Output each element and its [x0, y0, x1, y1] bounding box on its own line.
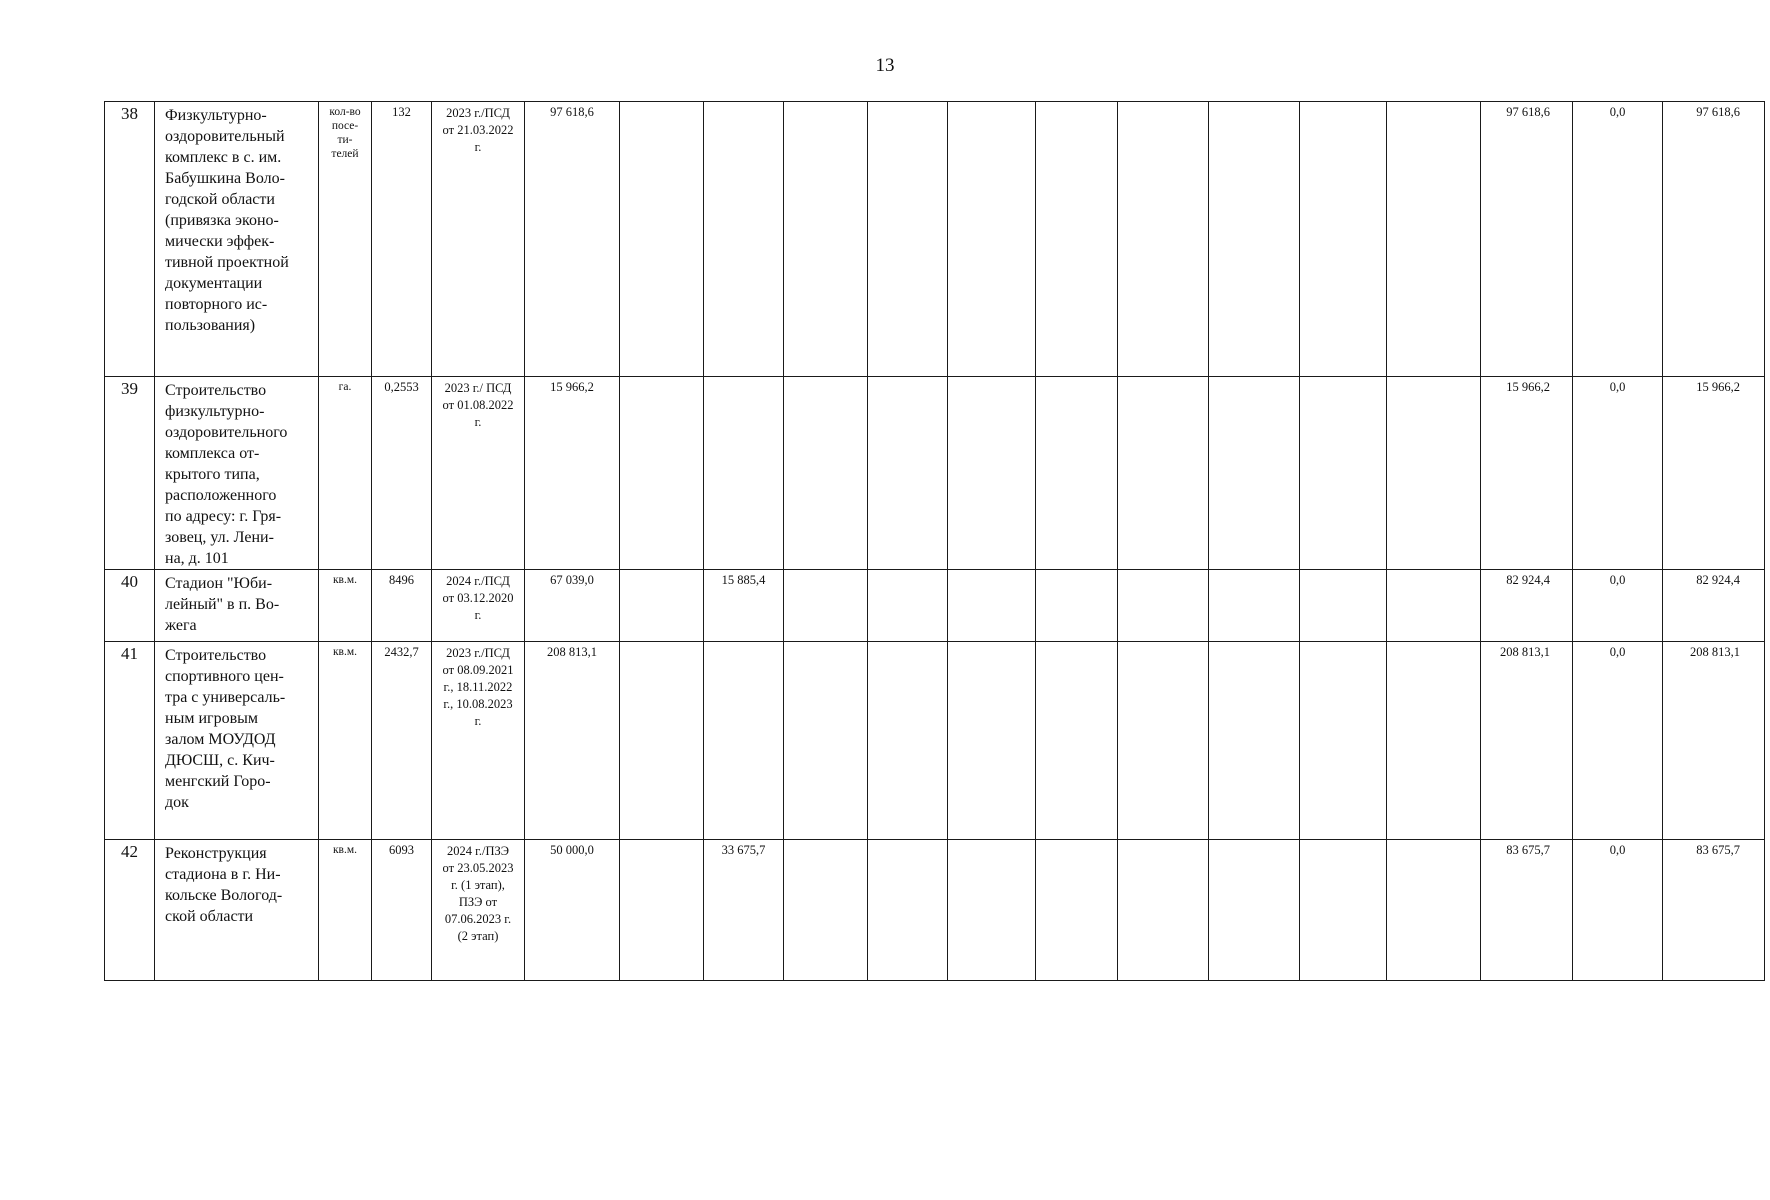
empty-cell	[620, 102, 704, 377]
object-name: Реконструкция стадиона в г. Ни- кольске Вологод- ской области	[155, 840, 319, 981]
table-row	[105, 377, 1765, 570]
final-value: 83 675,7	[1663, 840, 1765, 981]
empty-cell	[1209, 377, 1300, 570]
empty-cell	[1118, 642, 1209, 840]
funding-value-1: 97 618,6	[525, 102, 620, 377]
design-documentation: 2024 г./ПСД от 03.12.2020 г.	[432, 570, 525, 642]
row-number: 42	[105, 840, 155, 981]
page-number: 13	[875, 55, 895, 76]
object-name: Строительство спортивного цен- тра с универсаль- ным игровым залом МОУДОД ДЮСШ, с. Кич- менгский Горо- док	[155, 642, 319, 840]
table-row	[105, 840, 1765, 981]
investment-objects-table	[104, 101, 1765, 981]
empty-cell	[1118, 840, 1209, 981]
empty-cell	[1300, 570, 1387, 642]
table-row	[105, 102, 1765, 377]
capacity-value: 2432,7	[372, 642, 432, 840]
empty-cell	[1209, 102, 1300, 377]
zero-value: 0,0	[1573, 570, 1663, 642]
funding-value-1: 67 039,0	[525, 570, 620, 642]
empty-cell	[784, 102, 868, 377]
final-value: 15 966,2	[1663, 377, 1765, 570]
funding-value-3: 33 675,7	[704, 840, 784, 981]
empty-cell	[948, 840, 1036, 981]
funding-value-3	[704, 642, 784, 840]
empty-cell	[1036, 377, 1118, 570]
empty-cell	[868, 102, 948, 377]
empty-cell	[1300, 377, 1387, 570]
design-documentation: 2023 г./ ПСД от 01.08.2022 г.	[432, 377, 525, 570]
unit-of-measure: кол-во посе- ти- телей	[319, 102, 372, 377]
unit-of-measure: кв.м.	[319, 840, 372, 981]
final-value: 82 924,4	[1663, 570, 1765, 642]
capacity-value: 132	[372, 102, 432, 377]
final-value: 97 618,6	[1663, 102, 1765, 377]
capacity-value: 0,2553	[372, 377, 432, 570]
empty-cell	[868, 570, 948, 642]
zero-value: 0,0	[1573, 642, 1663, 840]
empty-cell	[1118, 102, 1209, 377]
zero-value: 0,0	[1573, 102, 1663, 377]
empty-cell	[1118, 570, 1209, 642]
empty-cell	[1036, 642, 1118, 840]
empty-cell	[948, 570, 1036, 642]
funding-value-3	[704, 102, 784, 377]
empty-cell	[1387, 570, 1481, 642]
zero-value: 0,0	[1573, 377, 1663, 570]
object-name: Стадион "Юби- лейный" в п. Во- жега	[155, 570, 319, 642]
empty-cell	[868, 377, 948, 570]
empty-cell	[948, 642, 1036, 840]
total-value: 208 813,1	[1481, 642, 1573, 840]
zero-value: 0,0	[1573, 840, 1663, 981]
empty-cell	[1387, 642, 1481, 840]
total-value: 97 618,6	[1481, 102, 1573, 377]
object-name: Строительство физкультурно- оздоровительного комплекса от- крытого типа, расположенного по адресу: г. Гря- зовец, ул. Лени- на, д. 101	[155, 377, 319, 570]
empty-cell	[1036, 840, 1118, 981]
empty-cell	[1387, 840, 1481, 981]
empty-cell	[620, 570, 704, 642]
empty-cell	[784, 570, 868, 642]
funding-value-1: 15 966,2	[525, 377, 620, 570]
table-row	[105, 570, 1765, 642]
unit-of-measure: кв.м.	[319, 570, 372, 642]
unit-of-measure: кв.м.	[319, 642, 372, 840]
empty-cell	[1300, 642, 1387, 840]
design-documentation: 2023 г./ПСД от 21.03.2022 г.	[432, 102, 525, 377]
empty-cell	[1387, 377, 1481, 570]
empty-cell	[620, 840, 704, 981]
final-value: 208 813,1	[1663, 642, 1765, 840]
empty-cell	[1209, 570, 1300, 642]
capacity-value: 6093	[372, 840, 432, 981]
empty-cell	[784, 377, 868, 570]
total-value: 82 924,4	[1481, 570, 1573, 642]
empty-cell	[620, 377, 704, 570]
empty-cell	[784, 840, 868, 981]
empty-cell	[948, 102, 1036, 377]
row-number: 41	[105, 642, 155, 840]
empty-cell	[620, 642, 704, 840]
design-documentation: 2023 г./ПСД от 08.09.2021 г., 18.11.2022 г., 10.08.2023 г.	[432, 642, 525, 840]
empty-cell	[948, 377, 1036, 570]
empty-cell	[1118, 377, 1209, 570]
funding-value-3	[704, 377, 784, 570]
capacity-value: 8496	[372, 570, 432, 642]
empty-cell	[1036, 102, 1118, 377]
funding-value-1: 50 000,0	[525, 840, 620, 981]
empty-cell	[1036, 570, 1118, 642]
total-value: 83 675,7	[1481, 840, 1573, 981]
empty-cell	[1209, 642, 1300, 840]
empty-cell	[784, 642, 868, 840]
unit-of-measure: га.	[319, 377, 372, 570]
table-row	[105, 642, 1765, 840]
empty-cell	[1387, 102, 1481, 377]
row-number: 38	[105, 102, 155, 377]
empty-cell	[868, 840, 948, 981]
funding-value-1: 208 813,1	[525, 642, 620, 840]
empty-cell	[868, 642, 948, 840]
funding-value-3: 15 885,4	[704, 570, 784, 642]
empty-cell	[1209, 840, 1300, 981]
row-number: 40	[105, 570, 155, 642]
empty-cell	[1300, 102, 1387, 377]
empty-cell	[1300, 840, 1387, 981]
row-number: 39	[105, 377, 155, 570]
object-name: Физкультурно- оздоровительный комплекс в с. им. Бабушкина Воло- годской области (привязка эконо- мически эффек- тивной проектной документации повторного ис- пользования)	[155, 102, 319, 377]
total-value: 15 966,2	[1481, 377, 1573, 570]
design-documentation: 2024 г./ПЗЭ от 23.05.2023 г. (1 этап), ПЗЭ от 07.06.2023 г. (2 этап)	[432, 840, 525, 981]
